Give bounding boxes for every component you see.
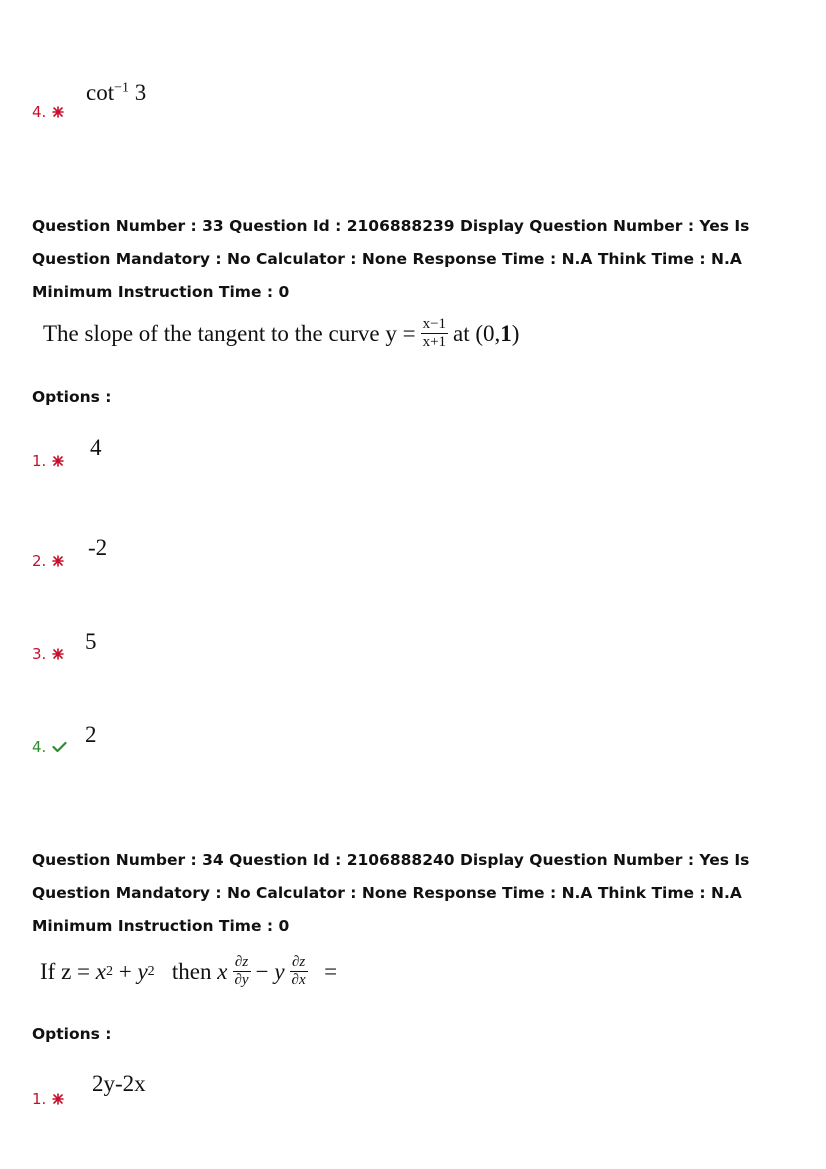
- cross-icon: [52, 1093, 64, 1105]
- option-number: 2.: [32, 552, 47, 570]
- q34-option-1-text: 2y-2x: [92, 1071, 146, 1096]
- checkmark-icon: [52, 741, 67, 753]
- question-34-meta: Question Number : 34 Question Id : 2106888240 Display Question Number : Yes Is Question Mandatory : No Calculator : None Response Time : N.A Think Time : N.A Minimum Instruction Time : 0: [32, 851, 750, 935]
- option-number: 1.: [32, 1090, 47, 1108]
- option-number: 4.: [32, 738, 47, 756]
- q33-option-2[interactable]: [32, 552, 64, 570]
- prev-option-4-text: $\cot^{-1} 3$: [86, 80, 147, 105]
- fraction: $\frac{\partial z}{\partial x}$: [291, 954, 306, 989]
- cross-icon: [52, 455, 64, 467]
- fraction: $\frac{\partial z}{\partial y}$: [234, 954, 249, 989]
- q33-option-4-text: 2: [85, 722, 97, 747]
- question-33-stem: The slope of the tangent to the curve y = $\frac{x-1}{x+1}$ at (0, 1 ): [43, 316, 520, 351]
- option-number: 4.: [32, 103, 47, 121]
- options-label-34: Options :: [32, 1025, 112, 1043]
- q33-option-4[interactable]: [32, 738, 67, 756]
- prev-option-4: [32, 103, 64, 121]
- q33-option-3[interactable]: [32, 645, 64, 663]
- cross-icon: [52, 555, 64, 567]
- option-number: 3.: [32, 645, 47, 663]
- question-34-stem: If z = x 2 + y 2 then x $\frac{\partial z}{\partial y}$ − y $\frac{\partial z}{\partial x}$ =: [40, 954, 338, 989]
- q33-option-2-text: -2: [88, 535, 108, 560]
- options-label-33: Options :: [32, 388, 112, 406]
- q33-option-3-text: 5: [85, 629, 97, 654]
- cross-icon: [52, 648, 64, 660]
- question-33-meta: Question Number : 33 Question Id : 2106888239 Display Question Number : Yes Is Question Mandatory : No Calculator : None Response Time : N.A Think Time : N.A Minimum Instruction Time : 0: [32, 217, 750, 301]
- q33-option-1-text: 4: [90, 435, 102, 460]
- q34-option-1[interactable]: [32, 1090, 64, 1108]
- option-number: 1.: [32, 452, 47, 470]
- fraction: $\frac{x-1}{x+1}$: [422, 316, 447, 351]
- cross-icon: [52, 106, 64, 118]
- q33-option-1[interactable]: [32, 452, 64, 470]
